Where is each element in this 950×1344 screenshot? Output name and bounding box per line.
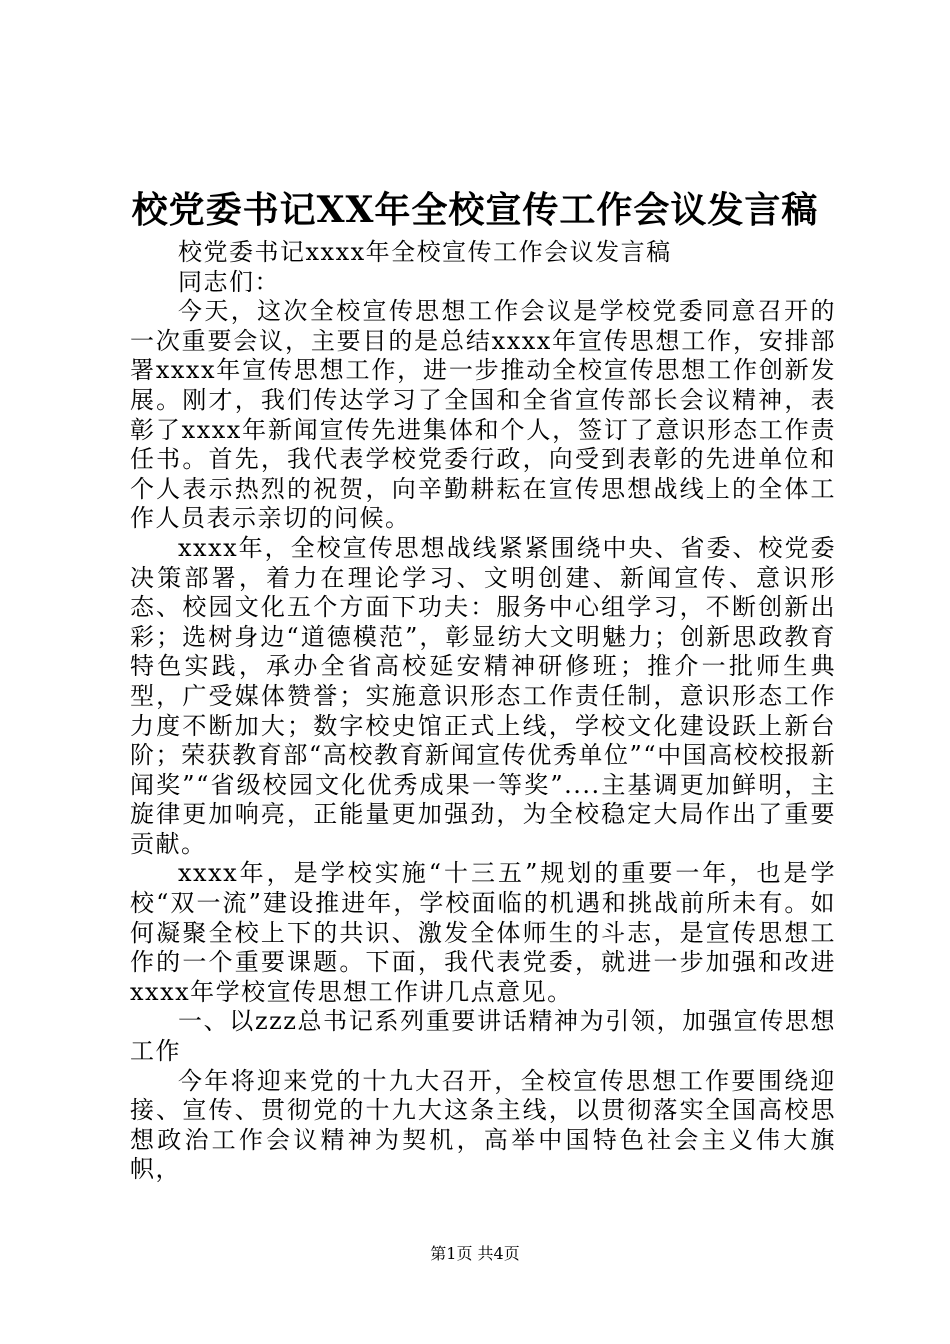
page-footer: 第1页 共4页 bbox=[430, 1244, 520, 1263]
document-body bbox=[130, 238, 836, 1185]
body-paragraph: 今天，这次全校宣传思想工作会议是学校党委同意召开的一次重要会议，主要目的是总结xxxx年宣传思想工作，安排部署xxxx年宣传思想工作，进一步推动全校宣传思想工作创新发展。刚才，我们传达学习了全国和全省宣传部长会议精神，表彰了xxxx年新闻宣传先进集体和个人，签订了意识形态工作责任书。首先，我代表学校党委行政，向受到表彰的先进单位和个人表示热烈的祝贺，向辛勤耕耘在宣传思想战线上的全体工作人员表示亲切的问候。 bbox=[130, 297, 836, 533]
section-heading: 一、以zzz总书记系列重要讲话精神为引领，加强宣传思想工作 bbox=[130, 1007, 836, 1066]
body-paragraph: xxxx年，是学校实施“十三五”规划的重要一年，也是学校“双一流”建设推进年，学校面临的机遇和挑战前所未有。如何凝聚全校上下的共识、激发全体师生的斗志，是宣传思想工作的一个重要课题。下面，我代表党委，就进一步加强和改进xxxx年学校宣传思想工作讲几点意见。 bbox=[130, 859, 836, 1006]
body-paragraph: 今年将迎来党的十九大召开，全校宣传思想工作要围绕迎接、宣传、贯彻党的十九大这条主线，以贯彻落实全国高校思想政治工作会议精神为契机，高举中国特色社会主义伟大旗帜， bbox=[130, 1066, 836, 1184]
body-paragraph: 校党委书记xxxx年全校宣传工作会议发言稿 bbox=[178, 238, 672, 266]
body-paragraph: xxxx年，全校宣传思想战线紧紧围绕中央、省委、校党委决策部署，着力在理论学习、文明创建、新闻宣传、意识形态、校园文化五个方面下功夫：服务中心组学习，不断创新出彩；选树身边“道德模范”，彰显纺大文明魅力；创新思政教育特色实践，承办全省高校延安精神研修班；推介一批师生典型，广受媒体赞誉；实施意识形态工作责任制，意识形态工作力度不断加大；数字校史馆正式上线，学校文化建设跃上新台阶；荣获教育部“高校教育新闻宣传优秀单位”“中国高校校报新闻奖”“省级校园文化优秀成果一等奖”....主基调更加鲜明，主旋律更加响亮，正能量更加强劲，为全校稳定大局作出了重要贡献。 bbox=[130, 533, 836, 858]
body-paragraph: 同志们： bbox=[178, 267, 280, 296]
document-title: 校党委书记XX年全校宣传工作会议发言稿 bbox=[131, 189, 819, 231]
